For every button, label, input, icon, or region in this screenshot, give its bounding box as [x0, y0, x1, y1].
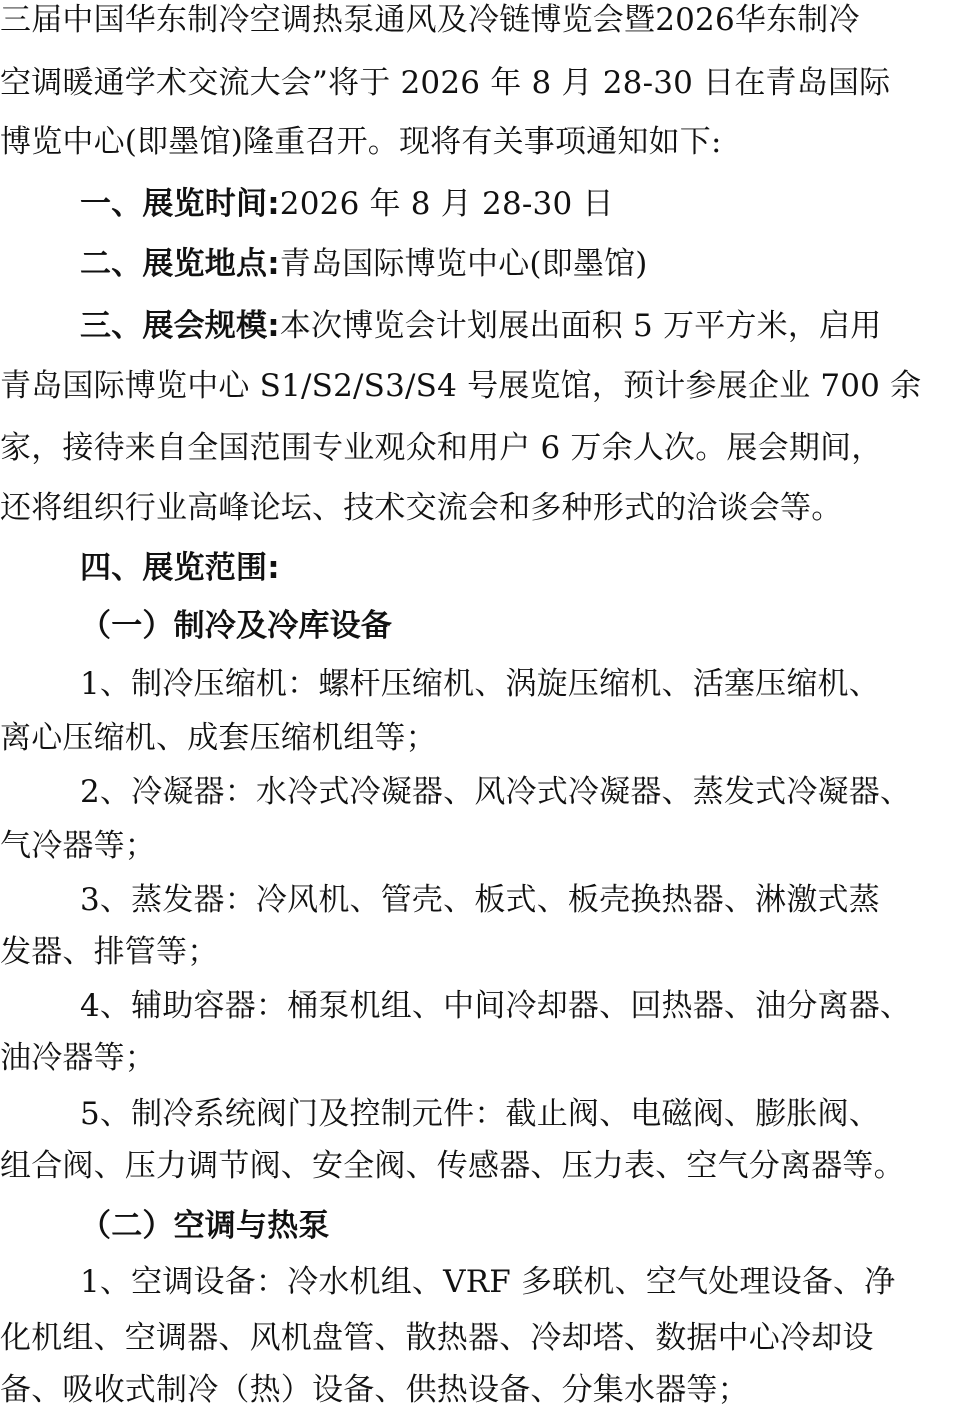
- list-item-continuation: 化机组、空调器、风机盘管、散热器、冷却塔、数据中心冷却设: [0, 1320, 874, 1356]
- intro-line-2: 空调暖通学术交流大会”将于 2026 年 8 月 28-30 日在青岛国际: [0, 65, 891, 101]
- list-item: 2、冷凝器：水冷式冷凝器、风冷式冷凝器、蒸发式冷凝器、: [80, 774, 912, 810]
- list-item-continuation: 备、吸收式制冷（热）设备、供热设备、分集水器等；: [0, 1372, 749, 1408]
- list-item: 3、蒸发器：冷风机、管壳、板式、板壳换热器、淋激式蒸: [80, 882, 880, 918]
- section-label: 二、展览地点:: [80, 246, 280, 282]
- section-exhibition-scale: [0, 306, 979, 346]
- section-text: 2026 年 8 月 28-30 日: [279, 186, 614, 222]
- section-label: 四、展览范围:: [80, 550, 280, 586]
- section-text: 青岛国际博览中心(即墨馆): [279, 246, 648, 282]
- subheading-refrigeration: （一）制冷及冷库设备: [80, 608, 392, 644]
- list-item: 1、空调设备：冷水机组、VRF 多联机、空气处理设备、净: [80, 1264, 896, 1300]
- scale-line-4: 还将组织行业高峰论坛、技术交流会和多种形式的洽谈会等。: [0, 490, 843, 526]
- intro-line-1: 三届中国华东制冷空调热泵通风及冷链博览会暨2026华东制冷: [0, 2, 860, 38]
- section-label: 一、展览时间:: [80, 186, 280, 222]
- list-item-continuation: 组合阀、压力调节阀、安全阀、传感器、压力表、空气分离器等。: [0, 1148, 905, 1184]
- scale-line-2: 青岛国际博览中心 S1/S2/S3/S4 号展览馆，预计参展企业 700 余: [0, 368, 922, 404]
- section-exhibition-venue: [0, 244, 979, 284]
- list-item: 1、制冷压缩机：螺杆压缩机、涡旋压缩机、活塞压缩机、: [80, 666, 880, 702]
- intro-line-3: 博览中心(即墨馆)隆重召开。现将有关事项通知如下:: [0, 124, 722, 160]
- list-item-continuation: 气冷器等；: [0, 828, 156, 864]
- list-item: 5、制冷系统阀门及控制元件：截止阀、电磁阀、膨胀阀、: [80, 1096, 880, 1132]
- section-exhibition-scope: [0, 548, 979, 588]
- section-label: 三、展会规模:: [80, 308, 280, 344]
- list-item-continuation: 油冷器等；: [0, 1040, 156, 1076]
- scale-line-3: 家，接待来自全国范围专业观众和用户 6 万余人次。展会期间，: [0, 430, 883, 466]
- section-text: 本次博览会计划展出面积 5 万平方米，启用: [279, 308, 882, 344]
- subheading-air-conditioning: （二）空调与热泵: [80, 1208, 330, 1244]
- list-item: 4、辅助容器：桶泵机组、中间冷却器、回热器、油分离器、: [80, 988, 912, 1024]
- list-item-continuation: 发器、排管等；: [0, 934, 219, 970]
- list-item-continuation: 离心压缩机、成套压缩机组等；: [0, 720, 437, 756]
- section-exhibition-time: [0, 184, 979, 224]
